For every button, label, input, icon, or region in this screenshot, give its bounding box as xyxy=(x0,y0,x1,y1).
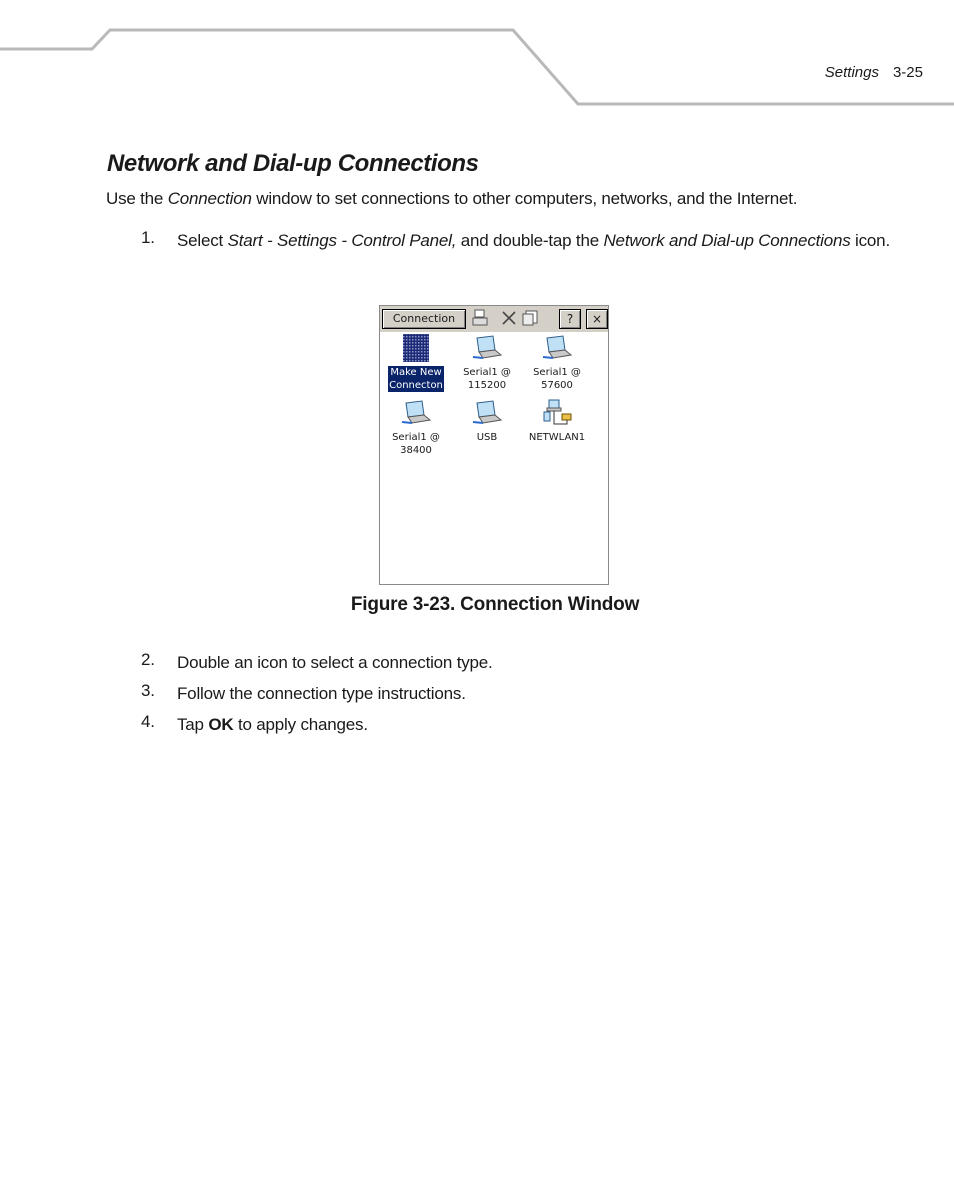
section-title: Network and Dial-up Connections xyxy=(107,150,479,177)
icon-usb[interactable]: USB xyxy=(452,398,522,444)
connection-window xyxy=(379,305,609,585)
running-head-section: Settings xyxy=(824,64,879,81)
delete-icon[interactable] xyxy=(499,309,519,329)
intro-paragraph: Use the Connection window to set connections to other computers, networks, and the Internet. xyxy=(106,189,798,208)
icon-serial1-38400[interactable]: Serial1 @ 38400 xyxy=(381,398,451,457)
icon-netwlan1[interactable]: NETWLAN1 xyxy=(522,398,592,444)
window-title-button[interactable]: Connection xyxy=(382,309,466,329)
properties-icon[interactable] xyxy=(470,309,490,329)
icon-serial1-115200[interactable]: Serial1 @ 115200 xyxy=(452,333,522,392)
laptop-network-icon xyxy=(471,333,503,363)
running-head xyxy=(825,64,923,81)
lan-network-icon xyxy=(541,398,573,428)
window-toolbar xyxy=(380,306,608,332)
laptop-network-icon xyxy=(400,398,432,428)
icon-serial1-57600[interactable]: Serial1 @ 57600 xyxy=(522,333,592,392)
icon-make-new-connection[interactable]: Make New Connecton xyxy=(381,333,451,392)
laptop-network-icon xyxy=(541,333,573,363)
header-rule-graphic xyxy=(0,0,954,110)
make-new-connection-icon xyxy=(400,333,432,363)
properties-sheet-icon[interactable] xyxy=(520,309,540,329)
figure-caption: Figure 3-23. Connection Window xyxy=(350,594,640,615)
close-button[interactable]: × xyxy=(586,309,608,329)
page-number: 3-25 xyxy=(892,64,923,81)
step-4-text: Tap OK to apply changes. xyxy=(177,715,368,734)
step-1-text: Select Start - Settings - Control Panel, and double-tap the Network and Dial-up Connections icon. xyxy=(177,231,890,250)
laptop-network-icon xyxy=(471,398,503,428)
help-button[interactable]: ? xyxy=(559,309,581,329)
